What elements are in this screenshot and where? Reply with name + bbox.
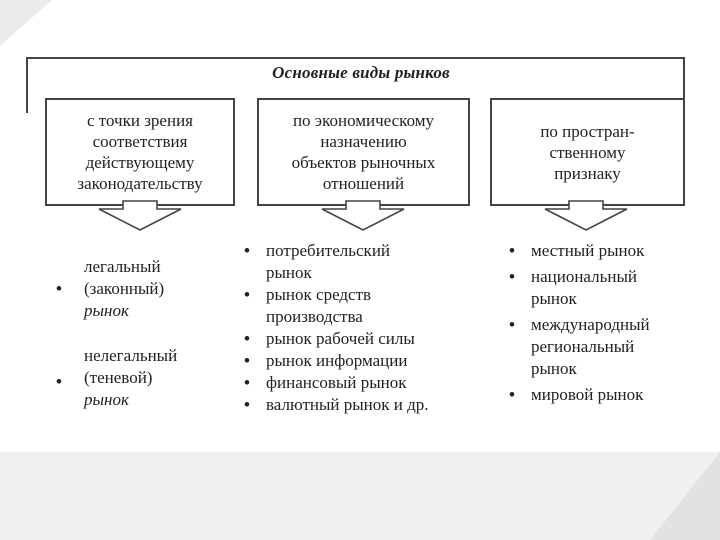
illegal-market-word: рынок (84, 390, 129, 409)
down-arrow-icon (318, 200, 408, 232)
list-item: • потребительский рынок (238, 240, 429, 284)
slide-corner-decoration (650, 452, 720, 540)
category-economic-box: по экономическому назначению объектов рыночных отношений (257, 98, 470, 206)
legal-market-word: рынок (84, 301, 129, 320)
spatial-market-list (503, 240, 650, 410)
down-arrow-icon (541, 200, 631, 232)
list-item: • рынок рабочей силы (238, 328, 429, 350)
illegal-market-label: нелегальный (теневой) (84, 346, 178, 387)
slide-bottom-band (0, 452, 720, 540)
list-item: • рынок средств производства (238, 284, 429, 328)
category-legal-box: с точки зрения соответствия действующему законодательству (45, 98, 235, 206)
list-item: • мировой рынок (503, 384, 650, 406)
bullet-icon: • (56, 279, 62, 298)
list-item: • местный рынок (503, 240, 650, 262)
diagram-title: Основные виды рынков (228, 63, 494, 83)
category-spatial-box: по простран- ственному признаку (490, 98, 685, 206)
list-item: • рынок информации (238, 350, 429, 372)
down-arrow-icon (95, 200, 185, 232)
legal-market-label: легальный (законный) (84, 257, 165, 298)
bullet-icon: • (56, 372, 62, 391)
list-item: • финансовый рынок (238, 372, 429, 394)
economic-market-list (238, 240, 429, 416)
list-item: • национальный рынок (503, 266, 650, 310)
slide-corner-decoration (0, 0, 52, 46)
list-item: • международный региональный рынок (503, 314, 650, 380)
list-item: • валютный рынок и др. (238, 394, 429, 416)
